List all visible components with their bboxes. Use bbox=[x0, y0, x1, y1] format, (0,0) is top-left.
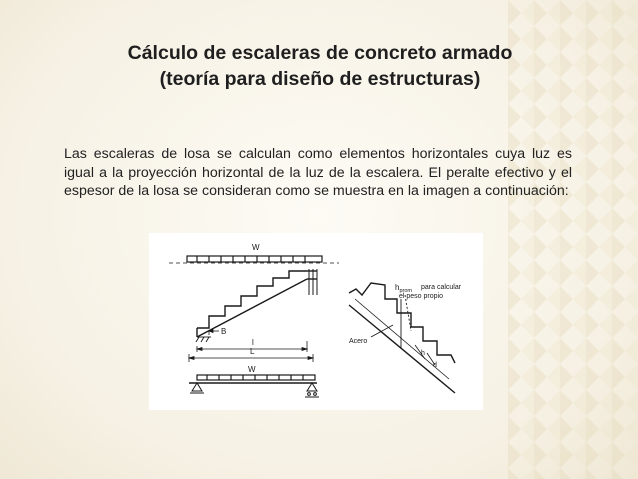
load-ticks-top bbox=[197, 256, 305, 262]
load-top-label: W bbox=[252, 243, 260, 252]
label-acero: Acero bbox=[349, 338, 368, 345]
title-line-2: (teoría para diseño de estructuras) bbox=[159, 68, 481, 90]
label-h: h bbox=[421, 350, 425, 357]
label-L: L bbox=[250, 347, 255, 356]
dimension-B bbox=[209, 330, 219, 336]
stair-profile bbox=[197, 271, 317, 337]
label-l: l bbox=[252, 338, 254, 347]
title-line-1: Cálculo de escaleras de concreto armado bbox=[127, 42, 513, 64]
load-bar-bottom bbox=[197, 375, 315, 380]
stair-diagram bbox=[149, 233, 483, 410]
hprom-leader bbox=[401, 295, 411, 349]
support-right-top bbox=[309, 269, 317, 295]
body-paragraph: Las escaleras de losa se calculan como elementos horizontales cuya luz es igual a la proyección horizontal de la luz de la escalera. El peralte efectivo y el espesor de la losa se consideran como se muestra en la imagen a continuación: bbox=[64, 146, 572, 200]
load-bottom-label: W bbox=[248, 365, 256, 374]
hprom-main: h bbox=[395, 283, 400, 292]
stair-diagram-svg bbox=[149, 233, 483, 410]
support-left-top bbox=[196, 337, 211, 342]
supports-bottom bbox=[190, 383, 319, 397]
load-ticks-bottom bbox=[207, 375, 303, 380]
hprom-text-1: para calcular bbox=[421, 284, 462, 291]
load-bar-top bbox=[187, 256, 322, 262]
label-d: d bbox=[433, 362, 437, 369]
hprom-sub: prom bbox=[399, 288, 412, 294]
hprom-text-2: el peso propio bbox=[399, 293, 443, 300]
slide-title bbox=[60, 40, 580, 92]
label-B: B bbox=[221, 327, 227, 336]
